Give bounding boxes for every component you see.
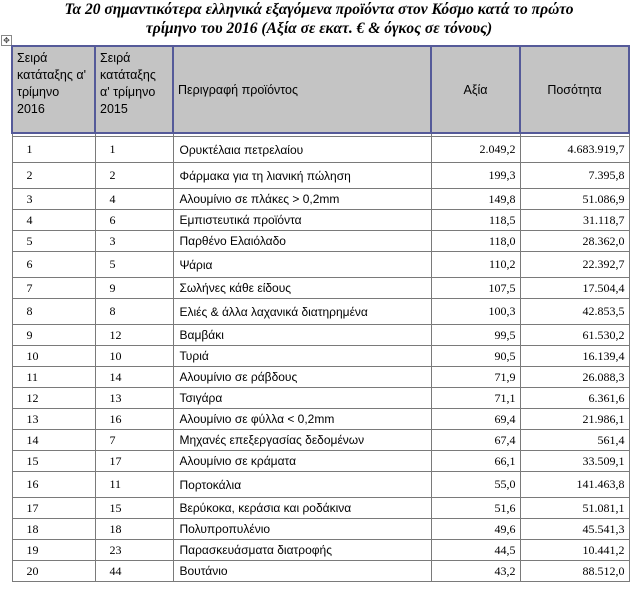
value-cell: 71,1: [431, 388, 520, 409]
description-cell: Πολυπροπυλένιο: [173, 519, 431, 540]
rank-2015-cell: 10: [95, 346, 173, 367]
quantity-cell: 17.504,4: [520, 278, 629, 299]
description-cell: Τυριά: [173, 346, 431, 367]
title-line-2: τρίμηνο του 2016 (Αξία σε εκατ. € & όγκος σε τόνους): [145, 20, 493, 37]
value-cell: 66,1: [431, 451, 520, 472]
quantity-cell: 7.395,8: [520, 163, 629, 189]
table-row: [12, 451, 629, 472]
value-cell: 100,3: [431, 299, 520, 325]
description-cell: Σωλήνες κάθε είδους: [173, 278, 431, 299]
value-cell: 199,3: [431, 163, 520, 189]
rank-2016-cell: 19: [12, 540, 95, 561]
value-cell: 71,9: [431, 367, 520, 388]
quantity-cell: 51.081,1: [520, 498, 629, 519]
rank-2016-cell: 4: [12, 210, 95, 231]
quantity-cell: 28.362,0: [520, 231, 629, 252]
description-cell: Μηχανές επεξεργασίας δεδομένων: [173, 430, 431, 451]
table-row: [12, 189, 629, 210]
header-description: Περιγραφή προϊόντος: [173, 46, 431, 133]
quantity-cell: 45.541,3: [520, 519, 629, 540]
rank-2016-cell: 15: [12, 451, 95, 472]
description-cell: Αλουμίνιο σε ράβδους: [173, 367, 431, 388]
rank-2016-cell: 5: [12, 231, 95, 252]
table-row: [12, 540, 629, 561]
quantity-cell: 61.530,2: [520, 325, 629, 346]
table-row: [12, 388, 629, 409]
table-row: [12, 231, 629, 252]
header-value: Αξία: [431, 46, 520, 133]
table-row: [12, 210, 629, 231]
description-cell: Εμπιστευτικά προϊόντα: [173, 210, 431, 231]
rank-2015-cell: 7: [95, 430, 173, 451]
quantity-cell: 6.361,6: [520, 388, 629, 409]
description-cell: Φάρμακα για τη λιανική πώληση: [173, 163, 431, 189]
quantity-cell: 88.512,0: [520, 561, 629, 582]
rank-2016-cell: 6: [12, 252, 95, 278]
value-cell: 49,6: [431, 519, 520, 540]
description-cell: Παρασκευάσματα διατροφής: [173, 540, 431, 561]
quantity-cell: 51.086,9: [520, 189, 629, 210]
table-row: [12, 325, 629, 346]
table-row: [12, 367, 629, 388]
value-cell: 90,5: [431, 346, 520, 367]
exports-table: [11, 45, 630, 582]
rank-2016-cell: 7: [12, 278, 95, 299]
description-cell: Ψάρια: [173, 252, 431, 278]
table-row: [12, 498, 629, 519]
quantity-cell: 22.392,7: [520, 252, 629, 278]
table-row: [12, 430, 629, 451]
value-cell: 69,4: [431, 409, 520, 430]
title-line-1: Τα 20 σημαντικότερα ελληνικά εξαγόμενα προϊόντα στον Κόσμο κατά το πρώτο: [64, 1, 574, 18]
rank-2016-cell: 11: [12, 367, 95, 388]
table-move-handle-icon[interactable]: ✥: [1, 35, 12, 46]
value-cell: 99,5: [431, 325, 520, 346]
value-cell: 118,0: [431, 231, 520, 252]
description-cell: Βερύκοκα, κεράσια και ροδάκινα: [173, 498, 431, 519]
table-header-row: [12, 46, 629, 133]
description-cell: Αλουμίνιο σε φύλλα < 0,2mm: [173, 409, 431, 430]
value-cell: 118,5: [431, 210, 520, 231]
rank-2015-cell: 13: [95, 388, 173, 409]
rank-2015-cell: 9: [95, 278, 173, 299]
rank-2016-cell: 17: [12, 498, 95, 519]
value-cell: 110,2: [431, 252, 520, 278]
description-cell: Παρθένο Ελαιόλαδο: [173, 231, 431, 252]
quantity-cell: 42.853,5: [520, 299, 629, 325]
description-cell: Βαμβάκι: [173, 325, 431, 346]
header-rank-2016: Σειρά κατάταξης α' τρίμηνο 2016: [12, 46, 95, 133]
description-cell: Αλουμίνιο σε κράματα: [173, 451, 431, 472]
rank-2016-cell: 20: [12, 561, 95, 582]
quantity-cell: 561,4: [520, 430, 629, 451]
quantity-cell: 33.509,1: [520, 451, 629, 472]
rank-2016-cell: 13: [12, 409, 95, 430]
table-row: [12, 252, 629, 278]
rank-2015-cell: 18: [95, 519, 173, 540]
rank-2015-cell: 1: [95, 137, 173, 163]
value-cell: 149,8: [431, 189, 520, 210]
rank-2016-cell: 12: [12, 388, 95, 409]
rank-2015-cell: 16: [95, 409, 173, 430]
table-row: [12, 137, 629, 163]
table-row: [12, 472, 629, 498]
table-row: [12, 409, 629, 430]
rank-2015-cell: 4: [95, 189, 173, 210]
quantity-cell: 31.118,7: [520, 210, 629, 231]
table-row: [12, 346, 629, 367]
table-row: [12, 561, 629, 582]
rank-2016-cell: 1: [12, 137, 95, 163]
value-cell: 107,5: [431, 278, 520, 299]
rank-2016-cell: 16: [12, 472, 95, 498]
quantity-cell: 16.139,4: [520, 346, 629, 367]
description-cell: Ορυκτέλαια πετρελαίου: [173, 137, 431, 163]
value-cell: 44,5: [431, 540, 520, 561]
rank-2016-cell: 14: [12, 430, 95, 451]
header-rank-2015: Σειρά κατάταξης α' τρίμηνο 2015: [95, 46, 173, 133]
table-row: [12, 163, 629, 189]
value-cell: 51,6: [431, 498, 520, 519]
quantity-cell: 4.683.919,7: [520, 137, 629, 163]
rank-2016-cell: 8: [12, 299, 95, 325]
quantity-cell: 21.986,1: [520, 409, 629, 430]
rank-2015-cell: 6: [95, 210, 173, 231]
value-cell: 2.049,2: [431, 137, 520, 163]
value-cell: 43,2: [431, 561, 520, 582]
rank-2016-cell: 10: [12, 346, 95, 367]
header-quantity: Ποσότητα: [520, 46, 629, 133]
rank-2015-cell: 2: [95, 163, 173, 189]
rank-2015-cell: 15: [95, 498, 173, 519]
rank-2015-cell: 14: [95, 367, 173, 388]
description-cell: Τσιγάρα: [173, 388, 431, 409]
rank-2015-cell: 8: [95, 299, 173, 325]
description-cell: Ελιές & άλλα λαχανικά διατηρημένα: [173, 299, 431, 325]
table-row: [12, 299, 629, 325]
rank-2015-cell: 11: [95, 472, 173, 498]
rank-2016-cell: 9: [12, 325, 95, 346]
rank-2015-cell: 44: [95, 561, 173, 582]
value-cell: 55,0: [431, 472, 520, 498]
rank-2015-cell: 3: [95, 231, 173, 252]
rank-2016-cell: 3: [12, 189, 95, 210]
rank-2016-cell: 2: [12, 163, 95, 189]
description-cell: Βουτάνιο: [173, 561, 431, 582]
table-row: [12, 278, 629, 299]
rank-2016-cell: 18: [12, 519, 95, 540]
table-row: [12, 519, 629, 540]
rank-2015-cell: 23: [95, 540, 173, 561]
quantity-cell: 141.463,8: [520, 472, 629, 498]
document-title: [0, 0, 638, 38]
rank-2015-cell: 12: [95, 325, 173, 346]
description-cell: Πορτοκάλια: [173, 472, 431, 498]
rank-2015-cell: 5: [95, 252, 173, 278]
rank-2015-cell: 17: [95, 451, 173, 472]
quantity-cell: 10.441,2: [520, 540, 629, 561]
quantity-cell: 26.088,3: [520, 367, 629, 388]
value-cell: 67,4: [431, 430, 520, 451]
description-cell: Αλουμίνιο σε πλάκες > 0,2mm: [173, 189, 431, 210]
